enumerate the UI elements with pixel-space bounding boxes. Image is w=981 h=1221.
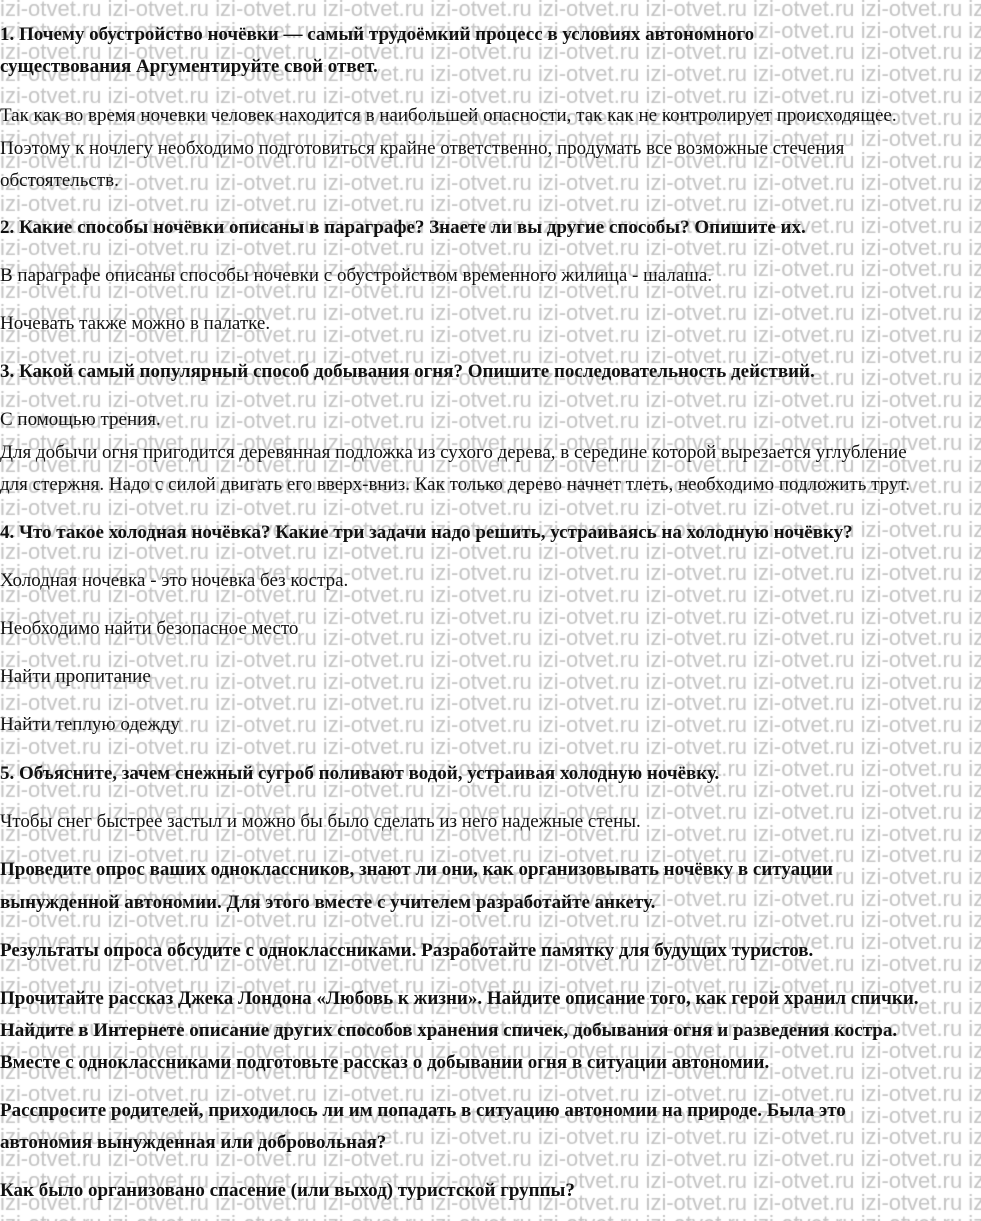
question-heading-line: вынужденной автономии. Для этого вместе с учителем разработайте анкету.: [0, 892, 656, 913]
answer-text-line: Поэтому к ночлегу необходимо подготовиться крайне ответственно, продумать все возможные стечения: [0, 138, 845, 159]
answer-text-line: для стержня. Надо с силой двигать его вверх-вниз. Как только дерево начнет тлеть, необходимо подложить трут.: [0, 474, 911, 495]
answer-text-line: обстоятельств.: [0, 170, 119, 191]
answer-text-line: В параграфе описаны способы ночевки с обустройством временного жилища - шалаша.: [0, 265, 713, 286]
question-heading-line: 5. Объясните, зачем снежный сугроб поливают водой, устраивая холодную ночёвку.: [0, 763, 720, 784]
question-heading-line: существования Аргументируйте свой ответ.: [0, 56, 378, 77]
question-heading-line: 4. Что такое холодная ночёвка? Какие три задачи надо решить, устраиваясь на холодную ночёвку?: [0, 522, 853, 543]
question-heading-line: Расспросите родителей, приходилось ли им попадать в ситуацию автономии на природе. Была это: [0, 1100, 846, 1121]
question-heading-line: Результаты опроса обсудите с одноклассниками. Разработайте памятку для будущих туристов.: [0, 940, 814, 961]
answer-text-line: Чтобы снег быстрее застыл и можно бы было сделать из него надежные стены.: [0, 811, 641, 832]
question-heading-line: Проведите опрос ваших одноклассников, знают ли они, как организовывать ночёвку в ситуации: [0, 859, 833, 880]
question-heading-line: Как было организовано спасение (или выход) туристской группы?: [0, 1180, 575, 1201]
question-heading-line: 1. Почему обустройство ночёвки — самый трудоёмкий процесс в условиях автономного: [0, 24, 755, 45]
answer-text-line: Найти пропитание: [0, 666, 151, 687]
question-heading-line: Найдите в Интернете описание других способов хранения спичек, добывания огня и разведения костра.: [0, 1020, 898, 1041]
answer-text-line: С помощью трения.: [0, 409, 161, 430]
question-heading-line: Вместе с одноклассниками подготовьте рассказ о добывании огня в ситуации автономии.: [0, 1052, 770, 1073]
answer-text-line: Необходимо найти безопасное место: [0, 618, 299, 639]
question-heading-line: Прочитайте рассказ Джека Лондона «Любовь к жизни». Найдите описание того, как герой хранил спички.: [0, 988, 919, 1009]
answer-text-line: Ночевать также можно в палатке.: [0, 313, 271, 334]
answer-text-line: Для добычи огня пригодится деревянная подложка из сухого дерева, в середине которой вырезается углубление: [0, 442, 907, 463]
answer-text-line: Холодная ночевка - это ночевка без костра.: [0, 570, 349, 591]
question-heading-line: 3. Какой самый популярный способ добывания огня? Опишите последовательность действий.: [0, 361, 815, 382]
answer-text-line: Так как во время ночевки человек находится в наибольшей опасности, так как не контролирует происходящее.: [0, 105, 897, 126]
question-heading-line: 2. Какие способы ночёвки описаны в параграфе? Знаете ли вы другие способы? Опишите их.: [0, 217, 806, 238]
question-heading-line: автономия вынужденная или добровольная?: [0, 1132, 387, 1153]
answer-text-line: Найти теплую одежду: [0, 714, 180, 735]
